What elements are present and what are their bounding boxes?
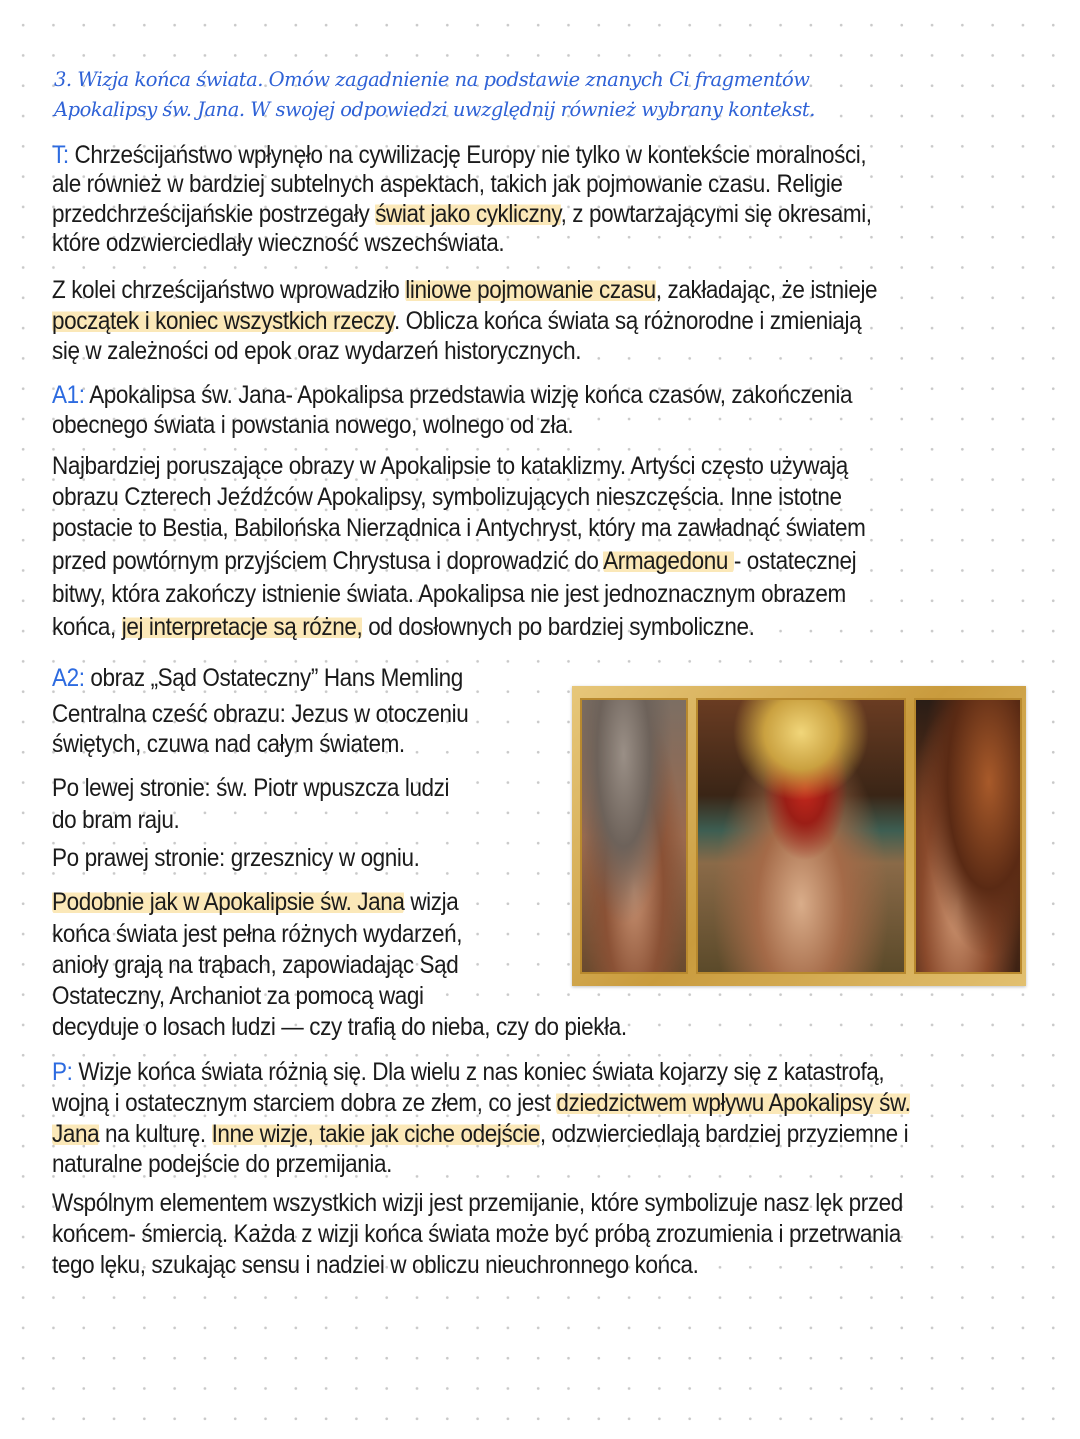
note-text: do bram raju. [52,805,180,834]
note-line [52,1248,699,1282]
note-text: Wizje końca świata różnią się. Dla wielu z nas koniec świata kojarzy się z katastrofą, [72,1057,885,1086]
note-line [52,1117,908,1151]
section-label: T: [52,140,69,169]
note-text: na kulturę. [99,1119,212,1148]
note-text: Apokalipsa św. Jana- Apokalipsa przedstawia wizję końca czasów, zakończenia [84,380,853,409]
note-line [52,334,581,368]
note-text: , zakładając, że istnieje [655,275,878,304]
note-text: od dosłownych po bardziej symboliczne. [362,612,755,641]
note-text: Centralna cześć obrazu: Jezus w otoczeniu [52,699,469,728]
note-text: ale również w bardziej subtelnych aspektach, takich jak pojmowanie czasu. Religie [52,169,843,198]
note-text: obecnego świata i powstania nowego, wolnego od zła. [52,410,574,439]
highlighted-text: liniowe pojmowanie czasu [405,275,656,304]
note-text: Po lewej stronie: św. Piotr wpuszcza ludzi [52,773,450,802]
note-text: wizja [404,887,459,916]
note-line [52,511,865,545]
note-line [52,948,458,982]
note-line [52,1010,627,1044]
note-text: obrazu Czterech Jeźdźców Apokalipsy, symbolizujących nieszczęścia. Inne istotne [52,482,842,511]
note-line [52,803,179,837]
note-text: obraz „Sąd Ostateczny” Hans Memling [84,663,463,692]
note-line [52,1086,910,1120]
note-line [52,544,856,578]
note-line [52,661,463,695]
note-text: - ostatecznej [733,546,857,575]
note-line [52,167,843,201]
note-text: Chrześcijaństwo wpłynęło na cywilizację Europy nie tylko w kontekście moralności, [68,140,867,169]
note-text: , odzwierciedlają bardziej przyziemne i [539,1119,909,1148]
note-text: tego lęku, szukając sensu i nadziei w obliczu nieuchronnego końca. [52,1250,699,1279]
note-text: , z powtarzającymi się okresami, [560,199,872,228]
note-line [52,226,504,260]
note-line [52,1217,901,1251]
painting-center-panel [696,698,906,974]
note-line [52,917,462,951]
note-text: anioły grają na trąbach, zapowiadając Sąd [52,950,459,979]
note-line [52,610,754,644]
note-text: bitwy, która zakończy istnienie świata. Apokalipsa nie jest jednoznacznym obrazem [52,579,846,608]
note-line [52,1147,392,1181]
note-text: Najbardziej poruszające obrazy w Apokalipsie to kataklizmy. Artyści często używają [52,451,848,480]
note-text: świętych, czuwa nad całym światem. [52,729,405,758]
question-line: Apokalipsy św. Jana. W swojej odpowiedzi uwzględnij również wybrany kontekst. [54,98,815,121]
highlighted-text: Inne wizje, takie jak ciche odejście [211,1119,540,1148]
note-text: Wspólnym elementem wszystkich wizji jest przemijanie, które symbolizuje nasz lęk przed [52,1188,903,1217]
note-text: postacie to Bestia, Babilońska Nierządnica i Antychryst, który ma zawładnąć światem [52,513,866,542]
note-line [52,378,852,412]
painting-right-panel [914,698,1022,974]
note-line [52,1055,884,1089]
note-text: końcem- śmiercią. Każda z wizji końca świata może być próbą zrozumienia i przetrwania [52,1219,901,1248]
highlighted-text: początek i koniec wszystkich rzeczy [52,306,394,335]
highlighted-text: jej interpretacje są różne, [121,612,363,641]
note-line [52,1186,903,1220]
section-label: A2: [52,663,85,692]
note-text: końca, [52,612,122,641]
section-label: P: [52,1057,73,1086]
section-label: A1: [52,380,85,409]
note-text: przedchrześcijańskie postrzegały [52,199,376,228]
note-line [52,841,419,875]
note-text: Po prawej stronie: grzesznicy w ogniu. [52,843,420,872]
note-line [52,885,458,919]
note-text: . Oblicza końca świata są różnorodne i zmieniają [393,306,862,335]
note-text: Z kolei chrześcijaństwo wprowadziło [52,275,406,304]
note-line [52,697,468,731]
note-line [52,408,573,442]
note-line [52,304,861,338]
note-text: które odzwierciedlały wieczność wszechświata. [52,228,505,257]
note-line [52,480,842,514]
painting-left-panel [580,698,688,974]
note-text: naturalne podejście do przemijania. [52,1149,392,1178]
highlighted-text: świat jako cykliczny [375,199,561,228]
note-text: końca świata jest pełna różnych wydarzeń, [52,919,463,948]
highlighted-text: Armagedonu [603,546,734,575]
note-text: się w zależności od epok oraz wydarzeń historycznych. [52,336,582,365]
note-line [52,273,877,307]
highlighted-text: dziedzictwem wpływu Apokalipsy św. [556,1088,911,1117]
note-line [52,979,424,1013]
note-text: przed powtórnym przyjściem Chrystusa i doprowadzić do [52,546,604,575]
highlighted-text: Jana [52,1119,100,1148]
painting-last-judgment-image [572,686,1026,986]
question-line: 3. Wizja końca świata. Omów zagadnienie na podstawie znanych Ci fragmentów [54,68,810,91]
note-line [52,771,449,805]
note-text: wojną i ostatecznym starciem dobra ze złem, co jest [52,1088,557,1117]
note-text: decyduje o losach ludzi — czy trafią do nieba, czy do piekła. [52,1012,627,1041]
note-line [52,577,846,611]
note-line [52,727,405,761]
highlighted-text: Podobnie jak w Apokalipsie św. Jana [52,887,405,916]
note-line [52,449,848,483]
note-text: Ostateczny, Archaniot za pomocą wagi [52,981,424,1010]
